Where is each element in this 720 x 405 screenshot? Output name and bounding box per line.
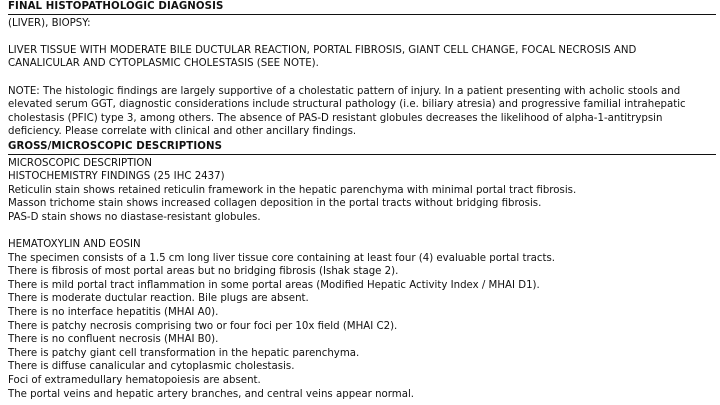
- he-line: Foci of extramedullary hematopoiesis are absent.: [8, 375, 261, 387]
- histochemistry-line: Reticulin stain shows retained reticulin framework in the hepatic parenchyma with minimal portal tract fibrosis.: [8, 184, 577, 196]
- final-diagnosis-heading: FINAL HISTOPATHOLOGIC DIAGNOSIS: [8, 0, 716, 15]
- diagnosis-line: CANALICULAR AND CYTOPLASMIC CHOLESTASIS (SEE NOTE).: [8, 58, 319, 70]
- gross-microscopic-heading: GROSS/MICROSCOPIC DESCRIPTIONS: [8, 140, 716, 155]
- he-line: There is patchy necrosis comprising two or four foci per 10x field (MHAI C2).: [8, 320, 398, 332]
- he-line: There is patchy giant cell transformation in the hepatic parenchyma.: [8, 347, 360, 359]
- histochemistry-line: PAS-D stain shows no diastase-resistant globules.: [8, 211, 261, 223]
- note-line: NOTE: The histologic findings are largely supportive of a cholestatic pattern of injury. In a patient presenting with acholic stools and: [8, 85, 681, 97]
- note-line: elevated serum GGT, diagnostic considerations include structural pathology (i.e. biliary atresia) and progressive familial intrahepatic: [8, 99, 686, 111]
- he-title: HEMATOXYLIN AND EOSIN: [8, 239, 141, 251]
- note-line: cholestasis (PFIC) type 3, among others. The absence of PAS-D resistant globules decreases the likelihood of alpha-1-antitrypsin: [8, 112, 663, 124]
- histochemistry-line: Masson trichome stain shows increased collagen deposition in the portal tracts without bridging fibrosis.: [8, 198, 542, 210]
- specimen-label: (LIVER), BIOPSY:: [8, 17, 91, 29]
- he-line: There is mild portal tract inflammation in some portal areas (Modified Hepatic Activity Index / MHAI D1).: [8, 279, 540, 291]
- he-line: There is moderate ductular reaction. Bile plugs are absent.: [8, 293, 309, 305]
- microscopic-description-title: MICROSCOPIC DESCRIPTION: [8, 157, 153, 169]
- he-line: The specimen consists of a 1.5 cm long liver tissue core containing at least four (4) evaluable portal tracts.: [8, 252, 556, 264]
- histochemistry-title: HISTOCHEMISTRY FINDINGS (25 IHC 2437): [8, 171, 225, 183]
- diagnosis-line: LIVER TISSUE WITH MODERATE BILE DUCTULAR REACTION, PORTAL FIBROSIS, GIANT CELL CHANGE, FOCAL NECROSIS AND: [8, 44, 637, 56]
- he-line: There is no confluent necrosis (MHAI B0).: [8, 334, 219, 346]
- note-line: deficiency. Please correlate with clinical and other ancillary findings.: [8, 126, 357, 138]
- he-line: There is no interface hepatitis (MHAI A0).: [8, 307, 219, 319]
- pathology-report: [8, 0, 716, 401]
- he-line: There is fibrosis of most portal areas but no bridging fibrosis (Ishak stage 2).: [8, 266, 399, 278]
- he-line: There is diffuse canalicular and cytoplasmic cholestasis.: [8, 361, 295, 373]
- he-line: The portal veins and hepatic artery branches, and central veins appear normal.: [8, 388, 415, 400]
